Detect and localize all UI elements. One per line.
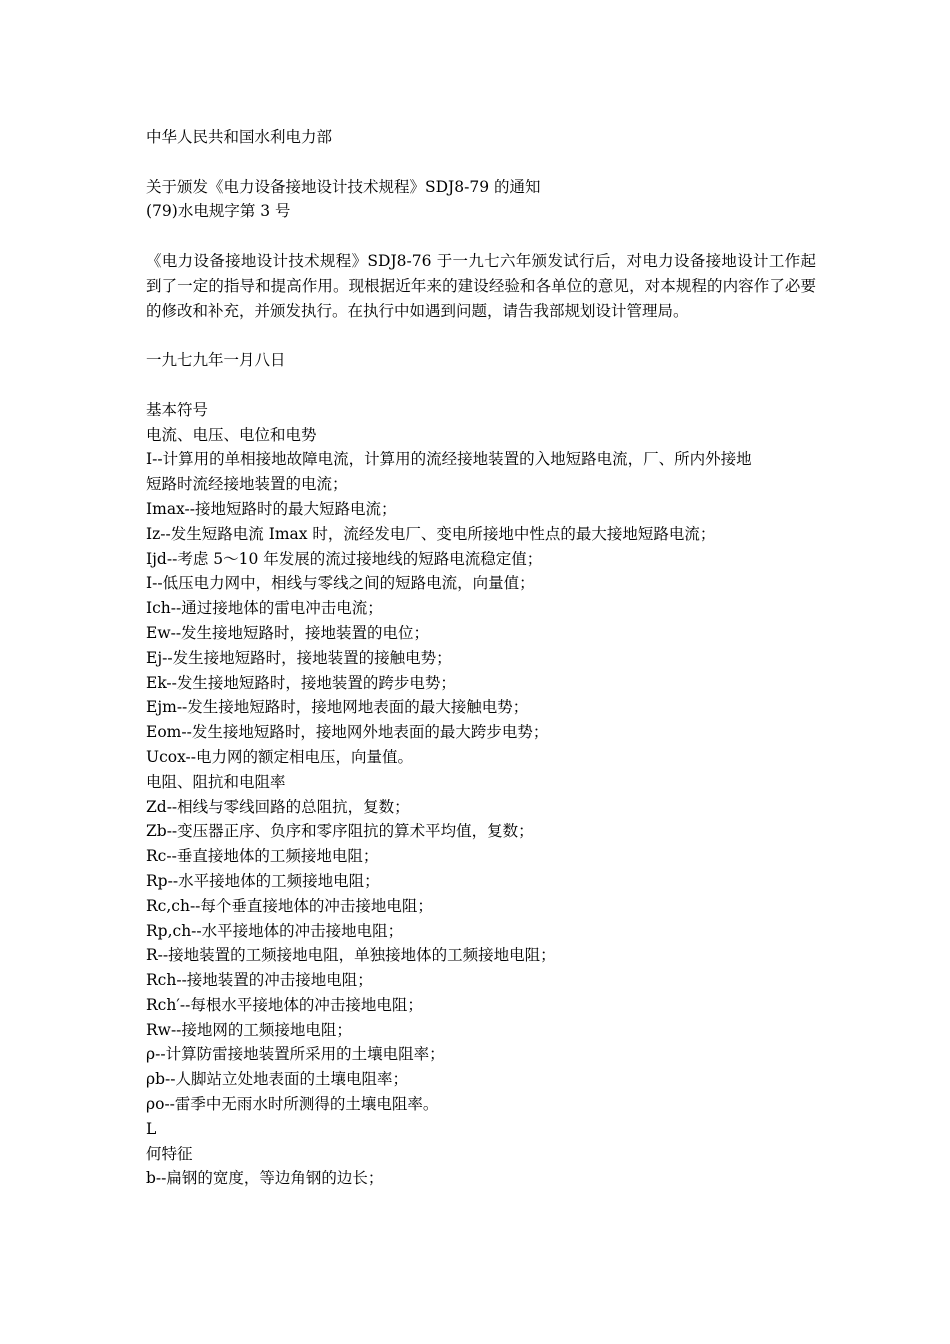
notice-date: 一九七九年一月八日	[146, 351, 286, 370]
notice-title: 关于颁发《电力设备接地设计技术规程》SDJ8-79 的通知	[146, 177, 541, 196]
section-title-current: 电流、电压、电位和电势	[146, 425, 317, 444]
symbol-item: Ej--发生接地短路时，接地装置的接触电势；	[146, 648, 452, 667]
symbol-item: Ejm--发生接地短路时，接地网地表面的最大接触电势；	[146, 698, 529, 717]
current-symbol-list	[146, 447, 816, 769]
symbol-item: b--扁钢的宽度，等边角钢的边长；	[146, 1169, 384, 1188]
symbol-item: Eom--发生接地短路时，接地网外地表面的最大跨步电势；	[146, 723, 549, 742]
symbol-item: Zb--变压器正序、负序和零序阻抗的算术平均值，复数；	[146, 822, 534, 841]
resistance-symbol-list	[146, 795, 816, 1117]
stray-letter: L	[146, 1119, 157, 1138]
document-page	[146, 125, 816, 1191]
symbol-item: R--接地装置的工频接地电阻，单独接地体的工频接地电阻；	[146, 946, 556, 965]
ministry-name: 中华人民共和国水利电力部	[146, 128, 333, 146]
symbol-item: Rp,ch--水平接地体的冲击接地电阻；	[146, 921, 404, 940]
symbols-heading: 基本符号	[146, 400, 209, 419]
symbol-item: Rch′--每根水平接地体的冲击接地电阻；	[146, 995, 423, 1014]
symbol-item: 短路时流经接地装置的电流；	[146, 475, 348, 494]
symbol-item: Rc,ch--每个垂直接地体的冲击接地电阻；	[146, 896, 433, 915]
symbol-item: Ucox--电力网的额定相电压，向量值。	[146, 747, 414, 766]
symbol-item: I--计算用的单相接地故障电流，计算用的流经接地装置的入地短路电流，厂、所内外接地	[146, 450, 752, 469]
symbol-item: Ew--发生接地短路时，接地装置的电位；	[146, 623, 430, 642]
symbol-item: Ek--发生接地短路时，接地装置的跨步电势；	[146, 673, 456, 692]
symbol-item: Ich--通过接地体的雷电冲击电流；	[146, 599, 383, 618]
symbol-item: Rw--接地网的工频接地电阻；	[146, 1020, 352, 1039]
symbol-item: Rp--水平接地体的工频接地电阻；	[146, 871, 380, 890]
section-title-resistance: 电阻、阻抗和电阻率	[146, 772, 286, 791]
section-title-geometry: 何特征	[146, 1144, 193, 1163]
symbol-item: I--低压电力网中，相线与零线之间的短路电流，向量值；	[146, 574, 535, 593]
symbol-item: Iz--发生短路电流 Imax 时，流经发电厂、变电所接地中性点的最大接地短路电流；	[146, 524, 716, 543]
symbol-item: Rch--接地装置的冲击接地电阻；	[146, 971, 373, 990]
symbol-item: ρo--雷季中无雨水时所测得的土壤电阻率。	[146, 1095, 439, 1114]
geometry-symbol-list	[146, 1166, 816, 1191]
symbol-item: Zd--相线与零线回路的总阻抗，复数；	[146, 797, 410, 816]
symbol-item: ρ--计算防雷接地装置所采用的土壤电阻率；	[146, 1045, 445, 1064]
document-number: (79)水电规字第 3 号	[146, 202, 291, 221]
notice-paragraph: 《电力设备接地设计技术规程》SDJ8-76 于一九七六年颁发试行后，对电力设备接地设计工作起到了一定的指导和提高作用。现根据近年来的建设经验和各单位的意见，对本规程的内容作了必要的修改和补充，并颁发执行。在执行中如遇到问题，请告我部规划设计管理局。	[146, 251, 816, 320]
symbol-item: Rc--垂直接地体的工频接地电阻；	[146, 847, 379, 866]
symbol-item: Ijd--考虑 5～10 年发展的流过接地线的短路电流稳定值；	[146, 549, 543, 568]
symbol-item: Imax--接地短路时的最大短路电流；	[146, 499, 397, 518]
symbol-item: ρb--人脚站立处地表面的土壤电阻率；	[146, 1070, 409, 1089]
